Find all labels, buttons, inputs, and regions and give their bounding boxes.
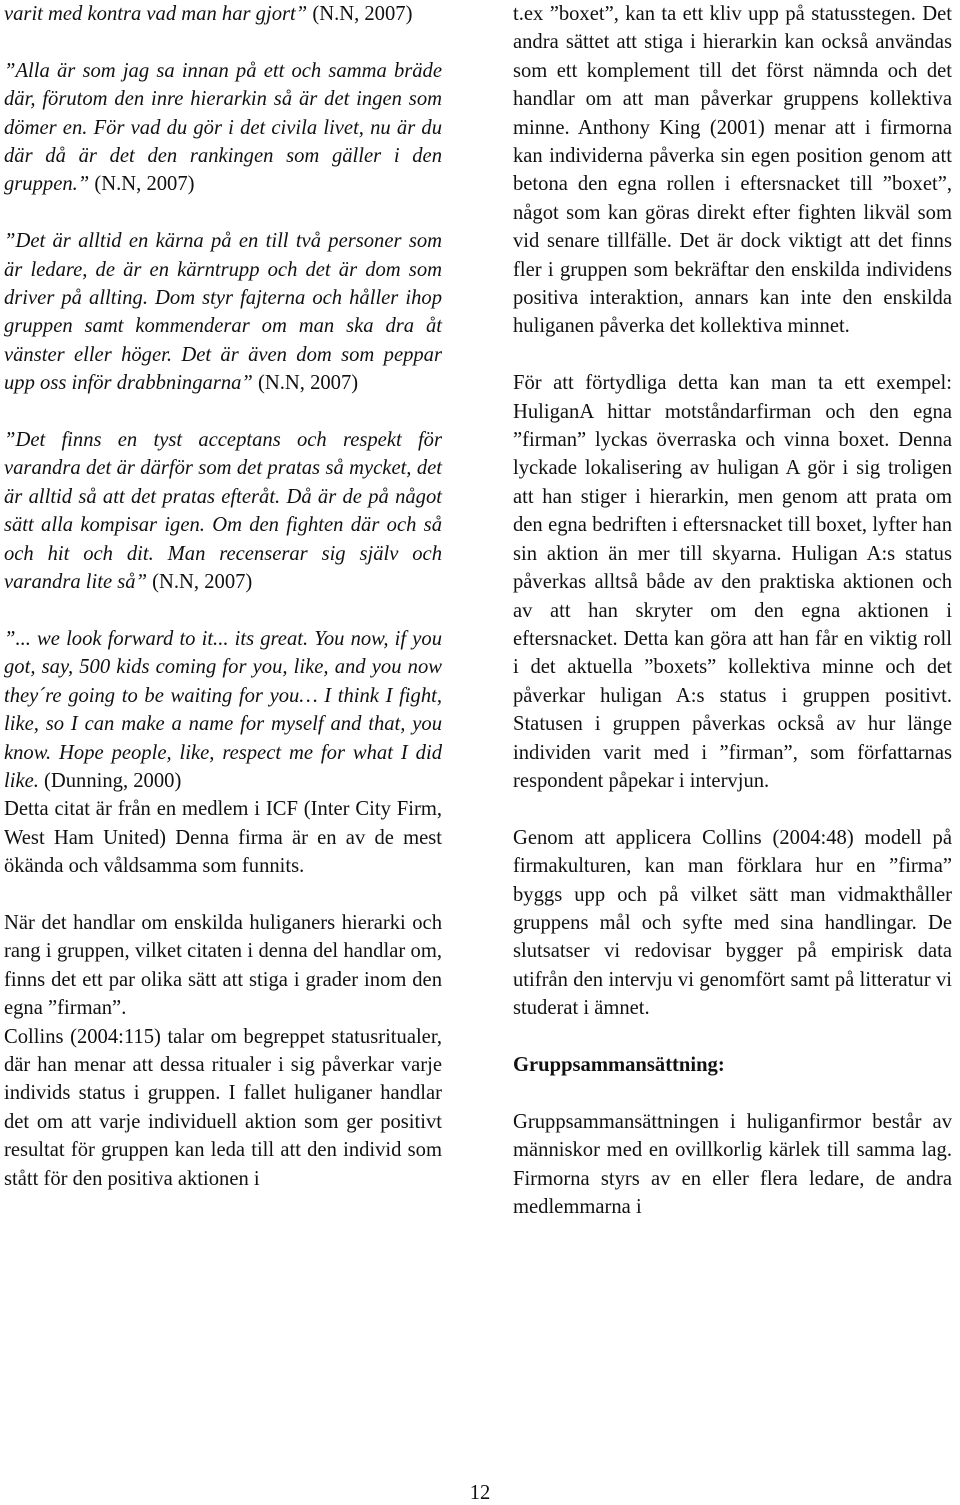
right-column bbox=[513, 0, 952, 1221]
paragraph-collins-modell: Genom att applicera Collins (2004:48) modell på firmakulturen, kan man förklara hur en ”firma” byggs upp och på vilket sätt man vidmakthåller gruppens mål och syfte med sina handlingar. De slutsatser vi redovisar bygger på empirisk data utifrån den intervju vi genomfört samt på litteratur vi studerat i ämnet. bbox=[513, 826, 952, 1020]
paragraph-collins: Collins (2004:115) talar om begreppet statusritualer, där han menar att dessa ritualer i sig påverkar varje individs status i gruppen. I fallet huliganer handlar det om att varje individuell aktion som ger positivt resultat för gruppen kan leda till att den individ som stått för den positiva aktionen i bbox=[4, 1025, 442, 1190]
quote-3 bbox=[4, 227, 442, 397]
page-number: 12 bbox=[469, 1482, 491, 1504]
quote-text: ”Det är alltid en kärna på en till två personer som är ledare, de är en kärntrupp och det är dom som driver på allting. Dom styr fajterna och håller ihop gruppen samt kommenderar om man ska dra åt vänster eller höger. Det är även dom som peppar upp oss inför drabbningarna” bbox=[4, 230, 442, 395]
quote-text: ”Alla är som jag sa innan på ett och samma bräde där, förutom den inre hierarkin så är det ingen som dömer en. För vad du gör i det civila livet, nu är du där då är det den rankingen som gäller i den gruppen.” bbox=[4, 59, 442, 196]
quote-citation: (Dunning, 2000) bbox=[38, 769, 182, 792]
left-column bbox=[4, 0, 442, 1193]
quote-1-tail bbox=[4, 0, 442, 28]
quote-text: varit med kontra vad man har gjort” bbox=[4, 3, 308, 25]
quote-5 bbox=[4, 625, 442, 795]
paragraph-boxet: t.ex ”boxet”, kan ta ett kliv upp på statusstegen. Det andra sättet att stiga i hierarkin kan också användas som ett komplement till det först nämnda och det handlar om att man påverkar gruppens kollektiva minne. Anthony King (2001) menar att i firmorna kan individerna påverka sin egen position genom att betona den egna rollen i eftersnacket till ”boxet”, något som kan göras direkt efter fighten likväl som vid senare tillfälle. Det är dock viktigt att det finns fler i gruppen som bekräftar den enskilda individens positiva interaktion, annars kan inte den enskilda huliganen påverka det kollektiva minnet. bbox=[513, 3, 952, 338]
paragraph-hierarki: När det handlar om enskilda huliganers hierarki och rang i gruppen, vilket citaten i denna del handlar om, finns det ett par olika sätt att stiga i grader inom den egna ”firman”. bbox=[4, 911, 442, 1020]
quote-citation: (N.N, 2007) bbox=[147, 571, 253, 594]
quote-2 bbox=[4, 57, 442, 199]
section-heading: Gruppsammansättning: bbox=[513, 1053, 725, 1076]
quote-citation: (N.N, 2007) bbox=[307, 3, 413, 25]
paragraph-icf: Detta citat är från en medlem i ICF (Inter City Firm, West Ham United) Denna firma är en av de mest ökända och våldsamma som funnits. bbox=[4, 798, 442, 878]
paragraph-exempel: För att förtydliga detta kan man ta ett exempel: HuliganA hittar motståndarfirman och den egna ”firman” lyckas överraska och vinna boxet. Denna lyckade lokalisering av huligan A gör i sig troligen att han stiger i hierarkin, men genom att prata om den egna bedriften i eftersnacket till boxet, lyfter han sin aktion än mer till skyarna. Huligan A:s status påverkas alltså både av den praktiska aktionen och av att han skryter om den egna aktionen i eftersnacket. Detta kan göra att han får en viktig roll i det aktuella ”boxets” kollektiva minne och det påverkar huligan A:s status i gruppen positivt. Statusen i gruppen påverkas också av hur länge individen varit med i ”firman”, som författarnas respondent påpekar i intervjun. bbox=[513, 372, 952, 792]
paragraph-gruppsammansattning: Gruppsammansättningen i huliganfirmor består av människor med en ovillkorlig kärlek till samma lag. Firmorna styrs av en eller flera ledare, de andra medlemmarna i bbox=[513, 1110, 952, 1218]
quote-citation: (N.N, 2007) bbox=[252, 372, 359, 395]
quote-4 bbox=[4, 426, 442, 596]
quote-citation: (N.N, 2007) bbox=[89, 173, 195, 196]
quote-text: ”Det finns en tyst acceptans och respekt för varandra det är därför som det pratas så mycket, det är alltid så att det pratas efteråt. Då är de på något sätt alla kompisar igen. Om den fighten där och så och hit och dit. Man recenserar sig själv och varandra lite så” bbox=[4, 429, 442, 594]
quote-text: ”... we look forward to it... its great. You now, if you got, say, 500 kids coming for you, like, and you now they´re going to be waiting for you… I think I fight, like, so I can make a name for myself and that, you know. Hope people, like, respect me for what I did like. bbox=[4, 627, 442, 792]
